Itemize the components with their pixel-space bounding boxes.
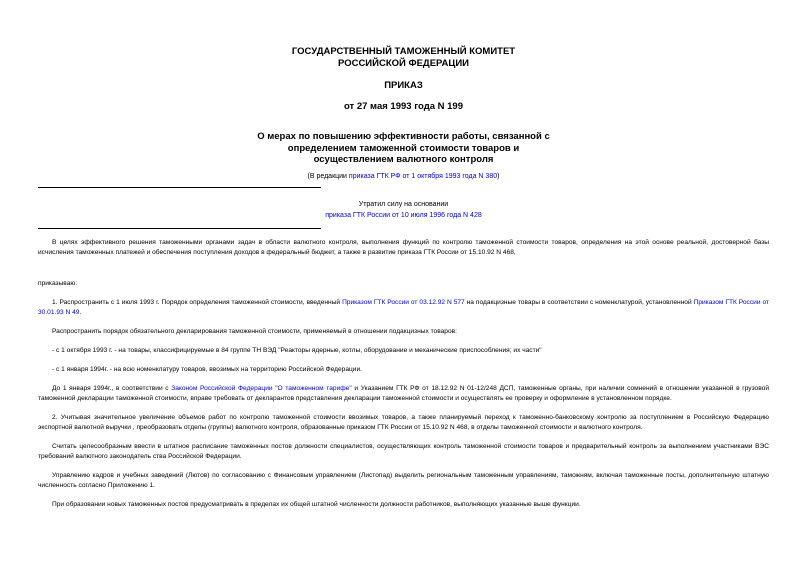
org-line-1: ГОСУДАРСТВЕННЫЙ ТАМОЖЕННЫЙ КОМИТЕТ [291,46,516,57]
customs-tariff-law-link[interactable]: Законом Российской Федерации "О таможенном тарифе" [171,385,352,392]
document-type: ПРИКАЗ [384,80,423,91]
paragraph: Считать целесообразным ввести в штатное расписание таможенных постов должности специалистов, осуществляющих контроль таможенной стоимости товаров и предварительный контроль за выполнением участниками ВЭС требований валютного законодатель ства Российской Федерации. [38,443,769,460]
lost-force-label: Утратил силу на основании [358,201,449,208]
document-subject [0,131,807,166]
paragraph: 2. Учитывая значительное увеличение объемов работ по контролю таможенной стоимости ввозимых товаров, а также планируемый переход к таможенно-банковскому контролю за поступлением в Российскую Федерацию экспортной валютной выручки , преобразовать отделы (группы) валютного контроля, образованные приказом ГТК России от 15.10.92 N 468, в отделы таможенной стоимости и валютного контроля. [38,414,769,431]
paragraph-text: . [79,309,82,316]
paragraph: приказываю: [38,280,78,287]
paragraph-text: До 1 января 1994г., в соответствии с [52,385,172,392]
order-577-link[interactable]: Приказом ГТК России от 03.12.92 N 577 [342,299,465,306]
paragraph: При образовании новых таможенных постов предусматривать в пределах их общей штатной численности должности работников, выполняющих указанные выше функции. [52,501,581,508]
edition-prefix: (В редакции [307,173,349,180]
paragraph [38,298,769,318]
paragraph: Управлению кадров и учебных заведений (Лютов) по согласованию с Финансовым управлением (Листопад) выделить региональным таможенным управлениям, таможням, включая таможенные посты, дополнительную штатную численность согласно Приложению 1. [38,472,769,489]
order-49-link[interactable]: Приказом ГТК России от 30.01.93 N 49 [38,299,769,316]
edition-note [0,173,807,180]
document-date-number: от 27 мая 1993 года N 199 [343,101,464,112]
edition-suffix: ) [497,173,500,180]
lost-force-link[interactable]: приказа ГТК России от 10 июля 1996 года N 428 [325,212,482,219]
org-line-2: РОССИЙСКОЙ ФЕДЕРАЦИИ [337,57,469,69]
divider-line [38,228,321,229]
lost-force-note [0,199,807,221]
document-body [38,238,769,510]
paragraph: Распространить порядок обязательного декларирования таможенной стоимости, применяемый в отношении подакцизных товаров: [52,328,457,335]
paragraph: - с 1 октября 1993 г. - на товары, классифицируемые в 84 группе ТН ВЭД "Реакторы ядерные, котлы, оборудование и механические приспособления; их части" [52,347,542,354]
issuing-organization [0,46,807,69]
paragraph-text: на подакцизные товары в соответствии с номенклатурой, установленной [464,299,694,306]
divider-line [38,187,321,188]
document-subject-text: О мерах по повышению эффективности работы, связанной с определением таможенной стоимости товаров и осуществлением валютного контроля [257,131,550,165]
paragraph: В целях эффективного решения таможенными органами задач в области валютного контроля, выполнения функций по контролю таможенной стоимости товаров, определения на этой основе реальной, достоверной базы исчисления таможенных платежей и обеспечения поступления доходов в федеральный бюджет, а также в развитие приказа ГТК России от 15.10.92 N 468, [38,239,769,256]
paragraph-text: 1. Распространить с 1 июля 1993 г. Порядок определения таможенной стоимости, введенный [52,299,343,306]
edition-link[interactable]: приказа ГТК РФ от 1 октября 1993 года N 380 [348,173,498,180]
paragraph [38,384,769,404]
paragraph: - с 1 января 1994г. - на всю номенклатуру товаров, ввозимых на территорию Российской Федерации. [52,366,362,373]
paragraph-text: и Указанием ГТК РФ от 18.12.92 N 01-12/248 ДСП, таможенные органы, при наличии сомнений в отношении указанной в грузовой таможенной декларации таможенной стоимости, вправе требовать от декларантов представления декларации таможенной стоимости и осуществлять ее проверку и оформление в установленном порядке. [38,385,769,402]
